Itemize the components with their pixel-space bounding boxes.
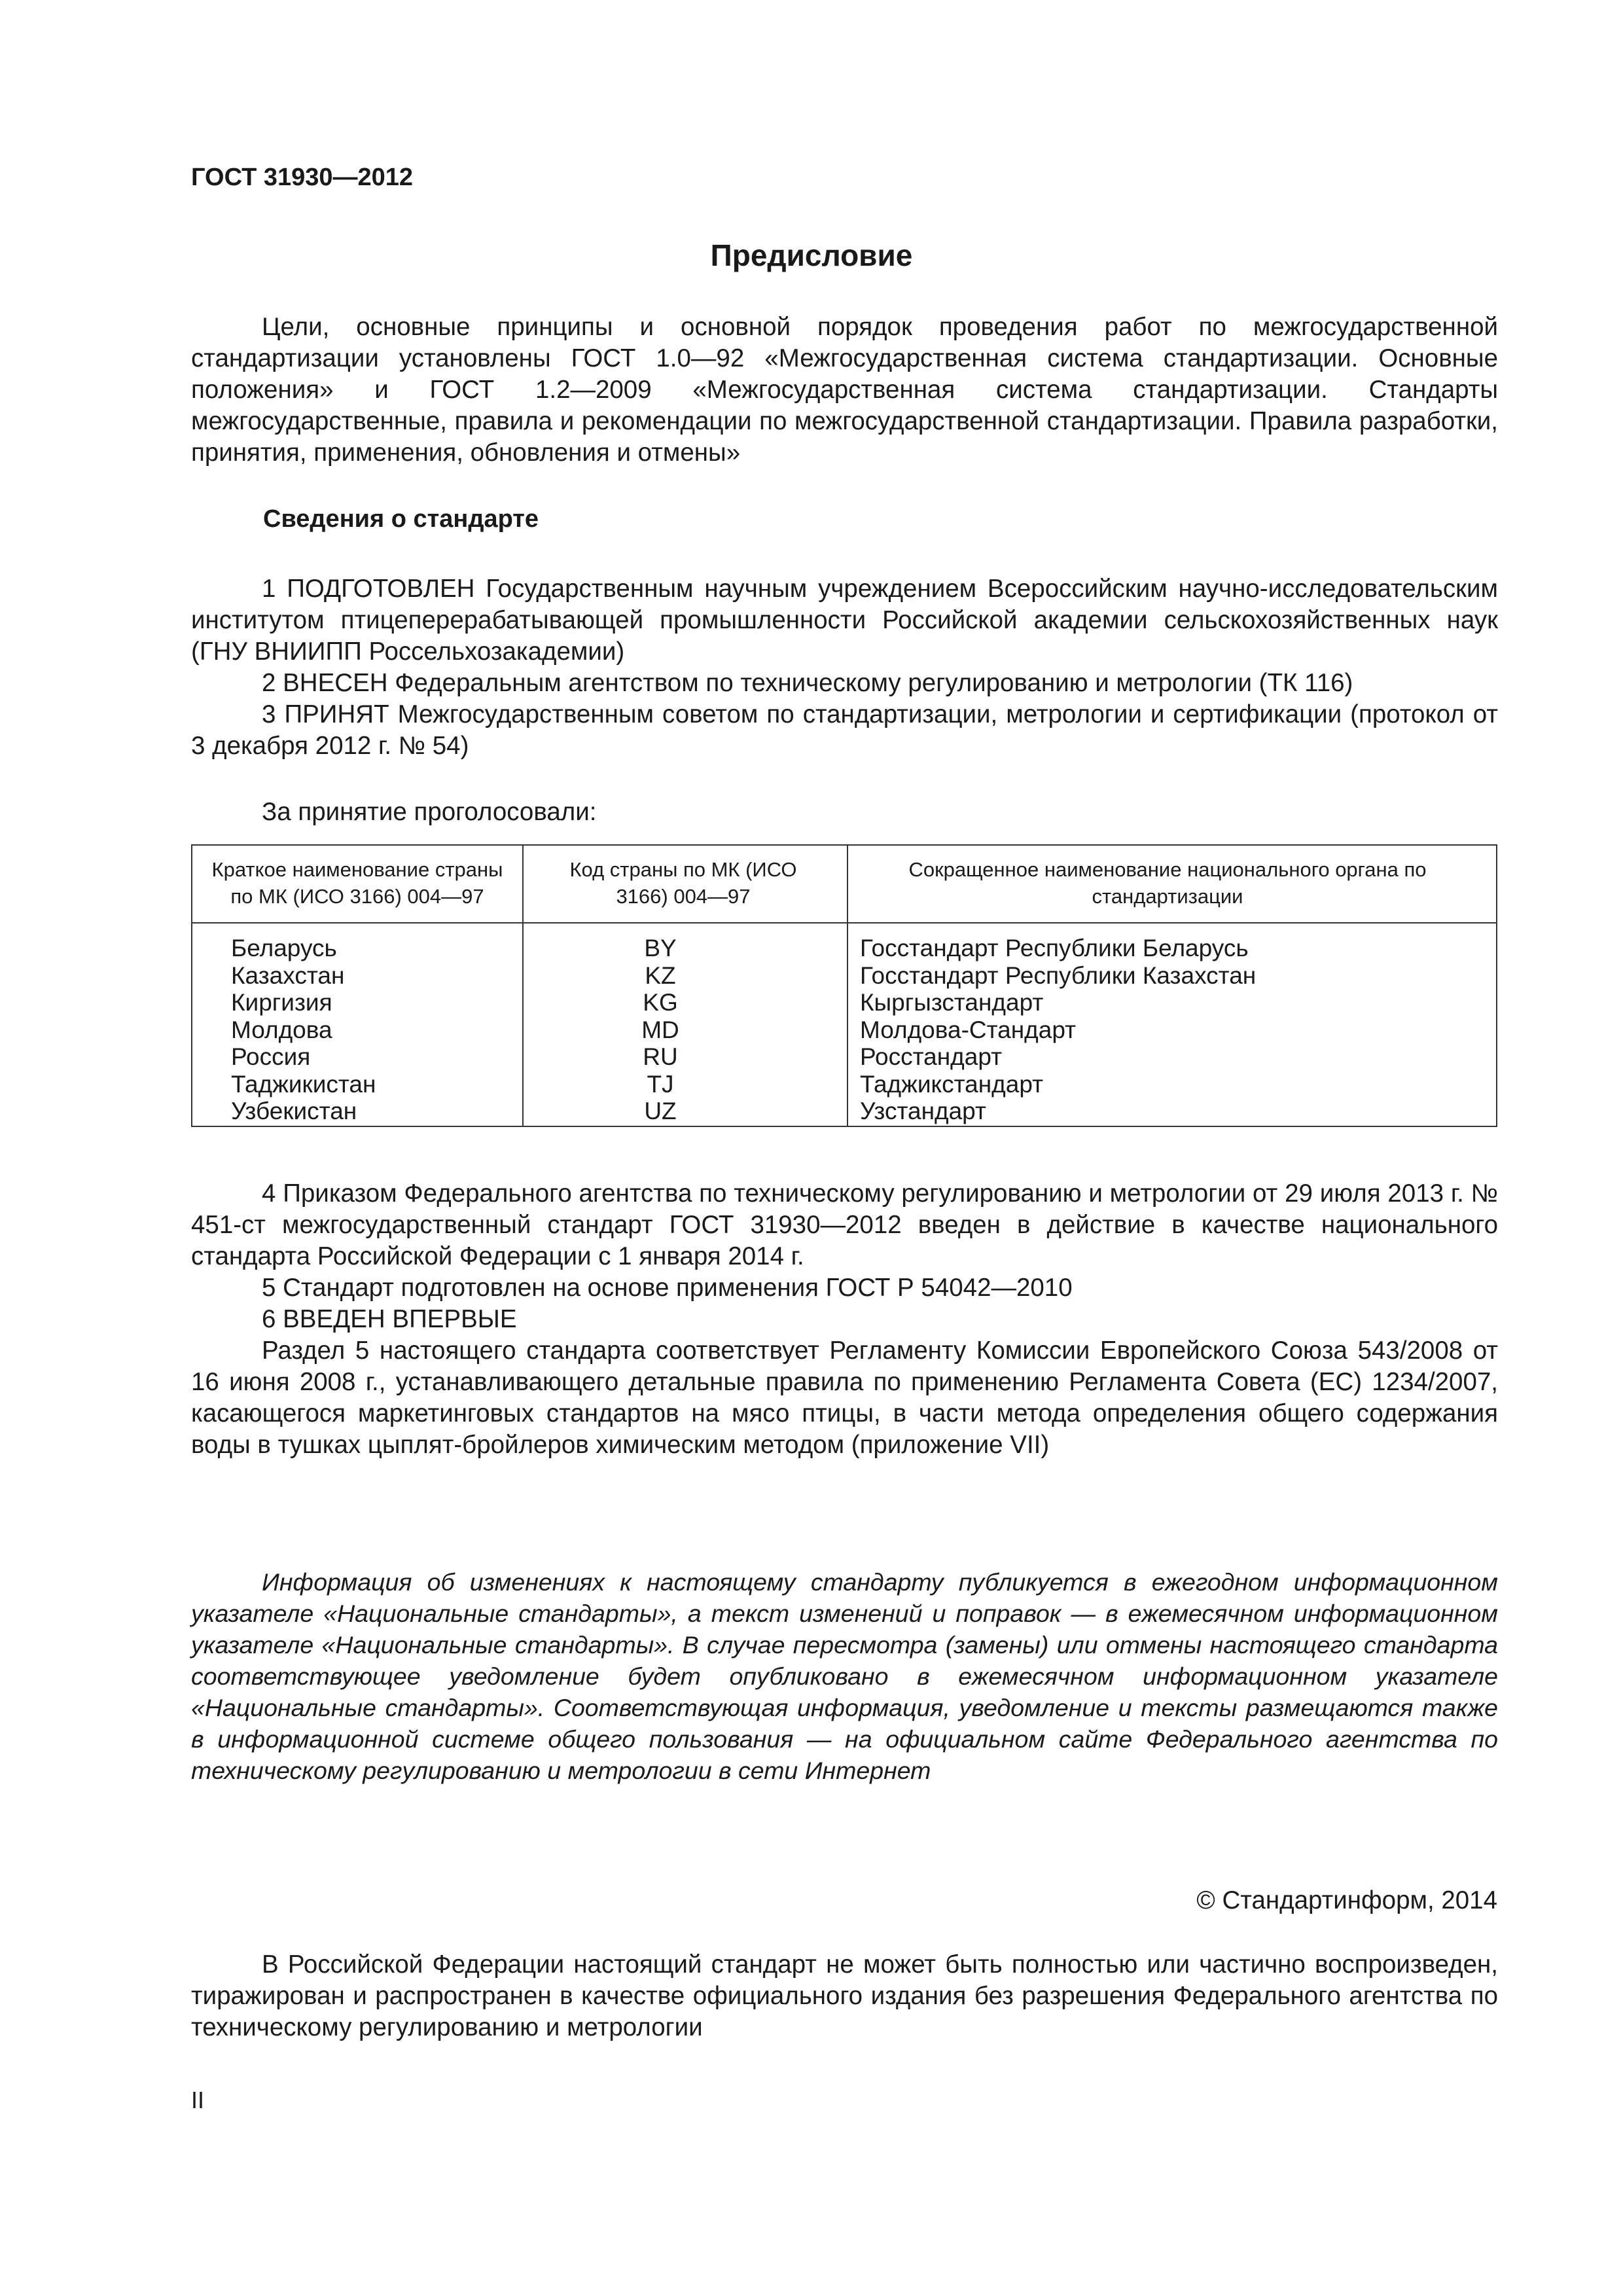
table-header-body: Сокращенное наименование национального органа по стандартизации bbox=[908, 858, 1427, 908]
document-designation: ГОСТ 31930—2012 bbox=[191, 164, 414, 191]
page-title: Предисловие bbox=[710, 238, 913, 272]
table-cell-country: Киргизия bbox=[231, 989, 332, 1016]
standard-info-items-continued bbox=[191, 1178, 1498, 1461]
table-cell-body: Молдова-Стандарт bbox=[860, 1016, 1077, 1043]
table-cell-code: BY bbox=[644, 935, 677, 961]
table-cell-country: Таджикистан bbox=[231, 1070, 376, 1098]
table-cell-body: Таджикстандарт bbox=[860, 1070, 1044, 1098]
table-cell-body: Госстандарт Республики Казахстан bbox=[860, 961, 1257, 989]
table-cell-code: TJ bbox=[647, 1070, 674, 1098]
copyright: © Стандартинформ, 2014 bbox=[1196, 1886, 1497, 1914]
page-number: II bbox=[191, 2087, 205, 2113]
legal-notice-text: В Российской Федерации настоящий стандарт не может быть полностью или частично воспроизведен, тиражирован и распространен в качестве официального издания без разрешения Федерального агентства по техническому регулированию и метрологии bbox=[191, 1950, 1498, 2041]
table-cell-body: Узстандарт bbox=[860, 1098, 986, 1124]
table-column-codes bbox=[611, 935, 709, 1125]
item-adopted: 3 ПРИНЯТ Межгосударственным советом по стандартизации, метрологии и сертификации (протокол от 3 декабря 2012 г. № 54) bbox=[191, 700, 1498, 760]
table-cell-code: RU bbox=[643, 1043, 678, 1070]
table-header-code: Код страны по МК (ИСО 3166) 004—97 bbox=[569, 858, 797, 908]
intro-paragraph bbox=[191, 312, 1498, 469]
table-cell-code: KG bbox=[643, 989, 678, 1016]
changes-notice bbox=[191, 1566, 1498, 1786]
table-cell-body: Росстандарт bbox=[860, 1043, 1003, 1070]
table-cell-body: Кыргызстандарт bbox=[860, 989, 1044, 1016]
voting-table bbox=[191, 844, 1497, 1127]
standard-info-heading: Сведения о стандарте bbox=[263, 505, 539, 533]
item-first-introduced: 6 ВВЕДЕН ВПЕРВЫЕ bbox=[262, 1305, 517, 1333]
standard-info-items bbox=[191, 573, 1498, 762]
table-cell-country: Беларусь bbox=[231, 935, 337, 961]
table-cell-code: KZ bbox=[645, 961, 676, 989]
vote-heading: За принятие проголосовали: bbox=[262, 798, 597, 826]
item-eu-correspondence: Раздел 5 настоящего стандарта соответствует Регламенту Комиссии Европейского Союза 543/2008 от 16 июня 2008 г., устанавливающего детальные правила по применению Регламента Совета (ЕС) 1234/2007, касающегося маркетинговых стандартов на мясо птицы, в части метода определения общего содержания воды в тушках цыплят-бройлеров химическим методом (приложение VII) bbox=[191, 1336, 1498, 1459]
item-order: 4 Приказом Федерального агентства по техническому регулированию и метрологии от 29 июля 2013 г. № 451-ст межгосударственный стандарт ГОСТ 31930—2012 введен в действие в качестве национального стандарта Российской Федерации с 1 января 2014 г. bbox=[191, 1179, 1498, 1270]
table-divider bbox=[847, 846, 848, 1126]
table-header-divider bbox=[192, 922, 1496, 924]
item-prepared: 1 ПОДГОТОВЛЕН Государственным научным учреждением Всероссийским научно-исследовательским институтом птицеперерабатывающей промышленности Российской академии сельскохозяйственных наук (ГНУ ВНИИПП Россельхозакадемии) bbox=[191, 575, 1498, 666]
legal-notice bbox=[191, 1949, 1498, 2043]
intro-text: Цели, основные принципы и основной порядок проведения работ по межгосударственной стандартизации установлены ГОСТ 1.0—92 «Межгосударственная система стандартизации. Основные положения» и ГОСТ 1.2—2009 «Межгосударственная система стандартизации. Стандарты межгосударственные, правила и рекомендации по межгосударственной стандартизации. Правила разработки, принятия, применения, обновления и отмены» bbox=[191, 313, 1498, 467]
table-cell-country: Казахстан bbox=[231, 961, 345, 989]
table-cell-code: MD bbox=[641, 1016, 679, 1043]
changes-notice-text: Информация об изменениях к настоящему стандарту публикуется в ежегодном информационном указателе «Национальные стандарты», а текст изменений и поправок — в ежемесячном информационном указателе «Национальные стандарты». В случае пересмотра (замены) или отмены настоящего стандарта соответствующее уведомление будет опубликовано в ежемесячном информационном указателе «Национальные стандарты». Соответствующая информация, уведомление и тексты размещаются также в информационной системе общего пользования — на официальном сайте Федерального агентства по техническому регулированию и метрологии в сети Интернет bbox=[191, 1568, 1498, 1784]
table-cell-country: Молдова bbox=[231, 1016, 332, 1043]
item-basis: 5 Стандарт подготовлен на основе применения ГОСТ Р 54042—2010 bbox=[262, 1274, 1073, 1302]
table-cell-body: Госстандарт Республики Беларусь bbox=[860, 935, 1249, 961]
table-header-country: Краткое наименование страны по МК (ИСО 3166) 004—97 bbox=[211, 858, 503, 908]
table-cell-country: Узбекистан bbox=[231, 1098, 357, 1124]
table-cell-country: Россия bbox=[231, 1043, 311, 1070]
table-column-countries bbox=[231, 935, 376, 1125]
table-divider bbox=[522, 846, 524, 1126]
item-submitted: 2 ВНЕСЕН Федеральным агентством по техническому регулированию и метрологии (ТК 116) bbox=[262, 669, 1353, 697]
table-cell-code: UZ bbox=[644, 1098, 677, 1124]
table-column-bodies bbox=[860, 935, 1256, 1125]
